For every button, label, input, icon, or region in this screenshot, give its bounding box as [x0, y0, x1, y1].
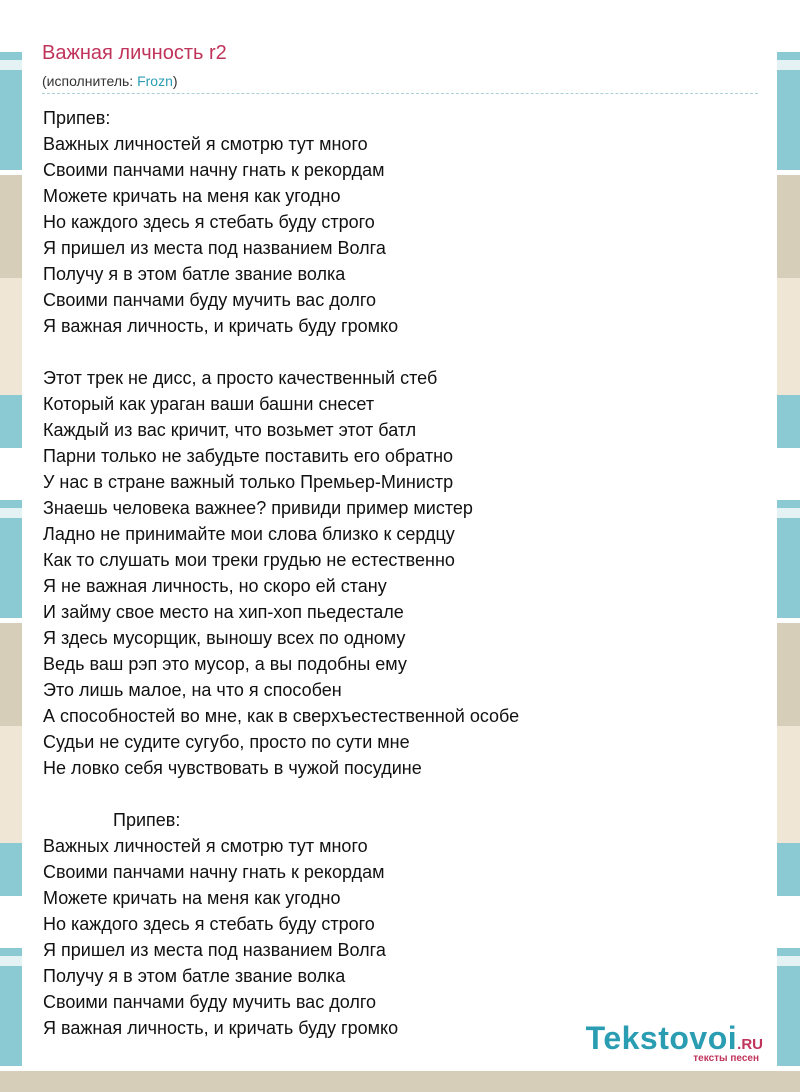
lyric-line: Припев:	[43, 108, 111, 128]
lyric-blank-line	[43, 781, 743, 807]
lyric-line: Я пришел из места под названием Волга	[43, 940, 386, 960]
lyric-line: Который как ураган ваши башни снесет	[43, 394, 375, 414]
logo-tagline: тексты песен	[693, 1053, 759, 1064]
artist-suffix: )	[172, 73, 178, 89]
lyric-line: У нас в стране важный только Премьер-Министр	[43, 472, 454, 492]
lyric-line: Ладно не принимайте мои слова близко к сердцу	[43, 524, 455, 544]
artist-prefix: (исполнитель:	[42, 73, 138, 89]
lyric-line: А способностей во мне, как в сверхъестественной особе	[43, 706, 520, 726]
lyric-line: Важных личностей я смотрю тут много	[43, 134, 368, 154]
lyric-line: Но каждого здесь я стебать буду строго	[43, 914, 375, 934]
lyric-line: Своими панчами буду мучить вас долго	[43, 992, 376, 1012]
lyric-line: Не ловко себя чувствовать в чужой посудине	[43, 758, 422, 778]
lyric-line: Своими панчами буду мучить вас долго	[43, 290, 376, 310]
lyric-line: Этот трек не дисс, а просто качественный стеб	[43, 368, 438, 388]
lyric-line: Судьи не судите сугубо, просто по сути мне	[43, 732, 410, 752]
song-title: Важная личность r2	[42, 42, 227, 64]
lyric-line: Своими панчами начну гнать к рекордам	[43, 862, 385, 882]
lyric-blank-line	[43, 339, 743, 365]
lyrics-card	[22, 22, 777, 1068]
lyric-line: Припев:	[43, 810, 181, 830]
lyric-line: Я здесь мусорщик, выношу всех по одному	[43, 628, 406, 648]
site-logo[interactable]	[586, 1022, 763, 1064]
lyric-line: Можете кричать на меня как угодно	[43, 888, 341, 908]
lyric-line: Своими панчами начну гнать к рекордам	[43, 160, 385, 180]
lyric-line: Важных личностей я смотрю тут много	[43, 836, 368, 856]
artist-line	[42, 73, 178, 89]
lyric-line: Как то слушать мои треки грудью не естественно	[43, 550, 455, 570]
lyric-line: Можете кричать на меня как угодно	[43, 186, 341, 206]
lyric-line: Я пришел из места под названием Волга	[43, 238, 386, 258]
lyric-line: Получу я в этом батле звание волка	[43, 264, 346, 284]
lyric-line: Ведь ваш рэп это мусор, а вы подобны ему	[43, 654, 407, 674]
lyric-line: Каждый из вас кричит, что возьмет этот батл	[43, 420, 417, 440]
lyric-line: Но каждого здесь я стебать буду строго	[43, 212, 375, 232]
lyric-line: Я не важная личность, но скоро ей стану	[43, 576, 387, 596]
lyric-line: Знаешь человека важнее? привиди пример мистер	[43, 498, 473, 518]
lyric-line: Я важная личность, и кричать буду громко	[43, 1018, 399, 1038]
title-divider	[42, 93, 758, 94]
lyric-line: Это лишь малое, на что я способен	[43, 680, 342, 700]
lyrics-body	[43, 105, 743, 1041]
artist-link[interactable]: Frozn	[137, 73, 173, 89]
lyric-line: И займу свое место на хип-хоп пьедестале	[43, 602, 404, 622]
lyric-line: Парни только не забудьте поставить его обратно	[43, 446, 454, 466]
lyric-line: Я важная личность, и кричать буду громко	[43, 316, 399, 336]
logo-domain: .RU	[737, 1036, 763, 1053]
lyric-line: Получу я в этом батле звание волка	[43, 966, 346, 986]
logo-wordmark: Tekstovoi	[585, 1020, 738, 1056]
